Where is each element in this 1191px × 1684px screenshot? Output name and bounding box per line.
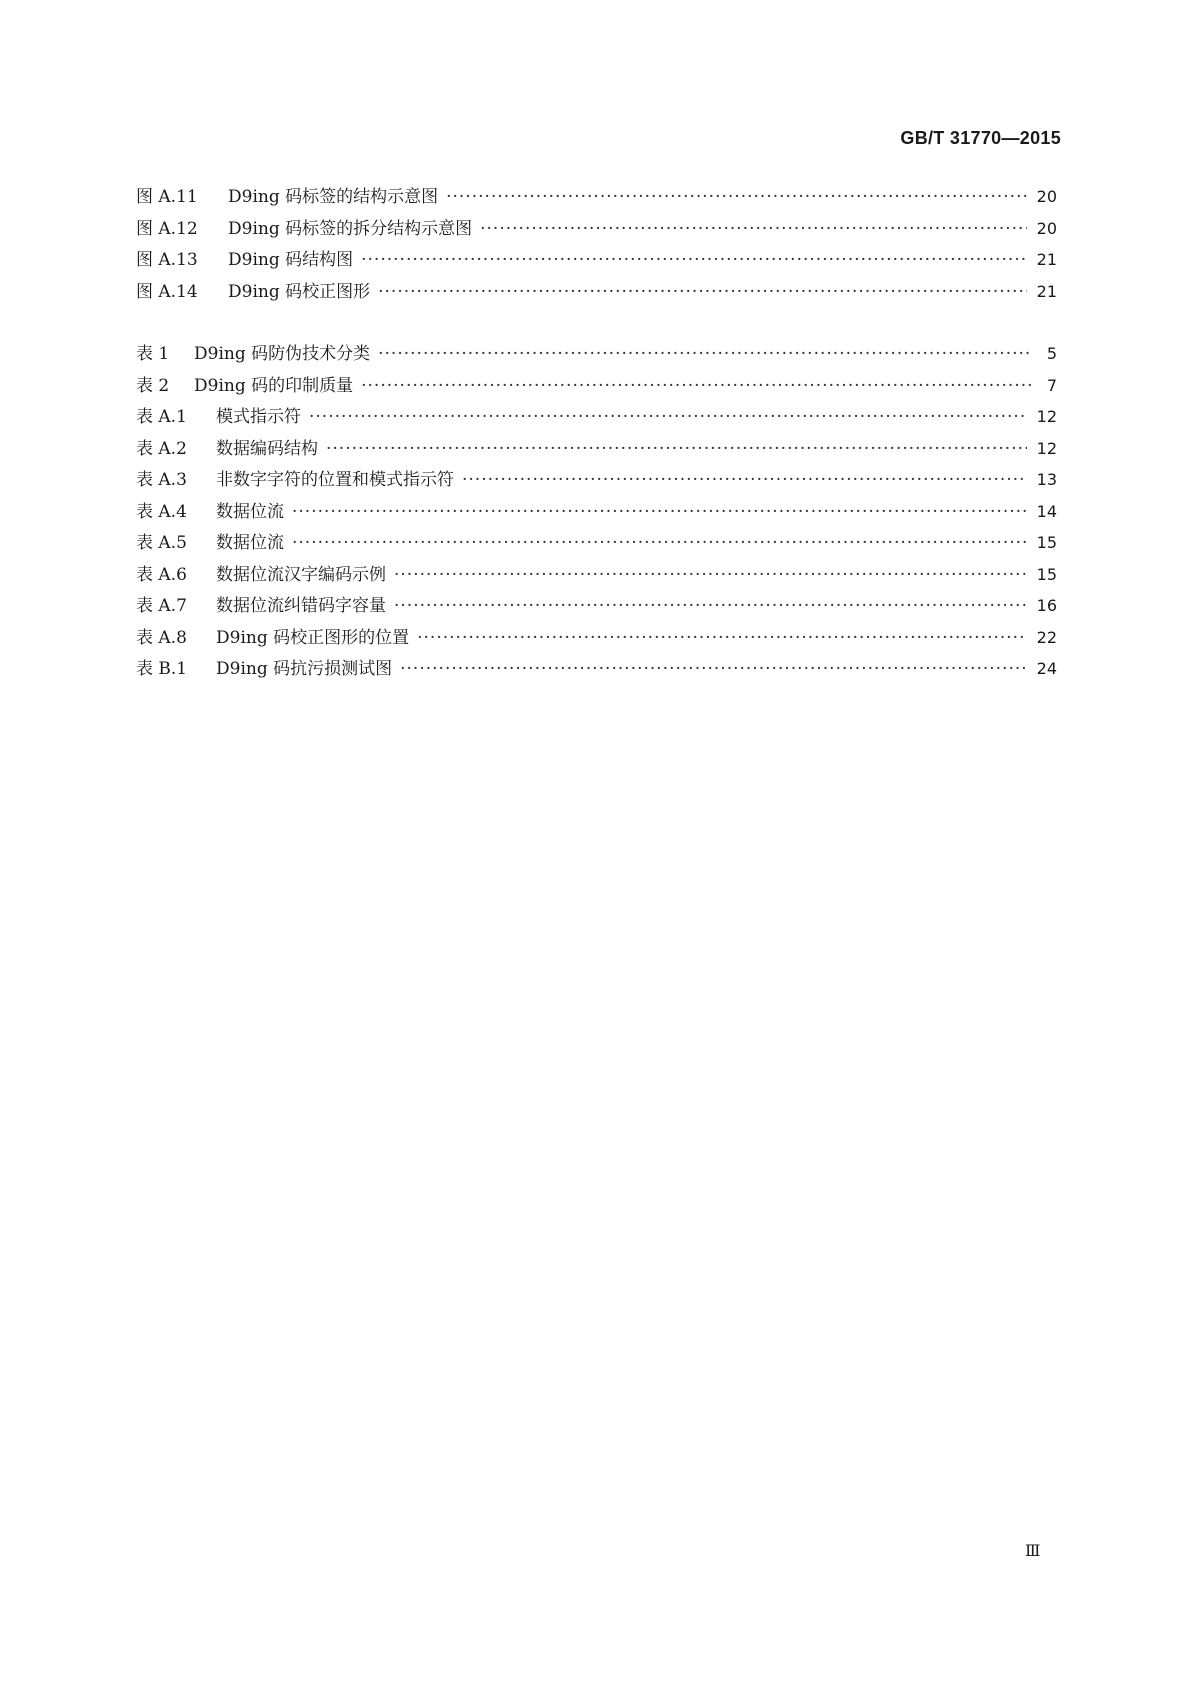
toc-entry-table-a5[interactable]: [136, 528, 1057, 560]
entry-label: [136, 465, 454, 490]
page-numeral: Ⅲ: [1025, 1541, 1041, 1560]
dot-leader: [400, 659, 1027, 679]
toc-entry-table-a2[interactable]: [136, 434, 1057, 466]
entry-label: [136, 339, 370, 364]
dot-leader: [309, 407, 1027, 427]
entry-title: D9ing 码防伪技术分类: [194, 344, 371, 364]
dot-leader: [446, 187, 1027, 207]
entry-title: D9ing 码抗污损测试图: [216, 659, 393, 679]
entry-title: D9ing 码标签的结构示意图: [228, 187, 439, 207]
entry-label: [136, 277, 370, 302]
entry-page: 21: [1036, 250, 1057, 269]
entry-number: 表 A.7: [136, 596, 187, 616]
entry-number: 表 A.3: [136, 470, 187, 490]
entry-label: [136, 654, 392, 679]
entry-title: 非数字字符的位置和模式指示符: [216, 470, 454, 490]
entry-label: [136, 402, 301, 427]
dot-leader: [417, 628, 1027, 648]
entry-label: [136, 182, 438, 207]
standard-code: GB/T 31770—2015: [900, 128, 1061, 148]
dot-leader: [326, 439, 1027, 459]
dot-leader: [480, 219, 1027, 239]
entry-number: 表 A.2: [136, 438, 187, 459]
entry-label: [136, 245, 353, 270]
toc-entry-figure-a11[interactable]: [136, 182, 1057, 214]
entry-label: [136, 371, 353, 396]
entry-number: 图 A.11: [136, 187, 198, 207]
entry-label: [136, 591, 386, 616]
entry-number: 表 A.5: [136, 533, 187, 553]
entry-title: D9ing 码结构图: [228, 250, 354, 270]
entry-page: 21: [1036, 281, 1057, 301]
toc-entry-table-a3[interactable]: [136, 465, 1057, 497]
toc-entry-table-2[interactable]: [136, 371, 1057, 403]
entry-number: 表 B.1: [136, 659, 188, 679]
entry-title: 数据位流纠错码字容量: [216, 596, 386, 616]
dot-leader: [378, 282, 1027, 302]
entry-label: [136, 497, 284, 522]
entry-title: 数据位流: [216, 501, 284, 522]
entry-page: 12: [1036, 407, 1057, 426]
entry-page: 16: [1036, 596, 1057, 615]
entry-number: 图 A.12: [136, 218, 198, 239]
entry-page: 20: [1036, 218, 1057, 238]
entry-page: 14: [1036, 501, 1057, 521]
entry-title: D9ing 码校正图形的位置: [216, 627, 410, 648]
toc-entry-table-a1[interactable]: [136, 402, 1057, 434]
entry-number: 表 A.4: [136, 501, 187, 522]
entry-title: D9ing 码的印制质量: [194, 375, 354, 396]
entry-title: 数据位流: [216, 533, 284, 553]
dot-leader: [361, 376, 1031, 396]
entry-page: 24: [1036, 659, 1057, 678]
toc-entry-figure-a12[interactable]: [136, 214, 1057, 246]
entry-page: 13: [1036, 470, 1057, 489]
entry-number: 图 A.14: [136, 281, 198, 302]
toc-entry-table-a8[interactable]: [136, 623, 1057, 655]
entry-number: 图 A.13: [136, 250, 198, 270]
toc-entry-table-a6[interactable]: [136, 560, 1057, 592]
toc-entry-figure-a14[interactable]: [136, 277, 1057, 309]
entry-label: [136, 434, 318, 459]
entry-page: 22: [1036, 627, 1057, 647]
dot-leader: [292, 533, 1027, 553]
dot-leader: [394, 565, 1027, 585]
entry-title: D9ing 码校正图形: [228, 281, 371, 302]
entry-title: 数据编码结构: [216, 438, 318, 459]
toc-entry-figure-a13[interactable]: [136, 245, 1057, 277]
table-list: [136, 339, 1057, 686]
entry-page: 12: [1036, 438, 1057, 458]
entry-page: 20: [1036, 187, 1057, 206]
entry-page: 15: [1036, 564, 1057, 584]
entry-title: 数据位流汉字编码示例: [216, 564, 386, 585]
dot-leader: [462, 470, 1027, 490]
figure-list: [136, 182, 1057, 308]
entry-page: 15: [1036, 533, 1057, 552]
entry-label: [136, 623, 409, 648]
toc-entry-table-a4[interactable]: [136, 497, 1057, 529]
entry-number: 表 2: [136, 375, 170, 396]
entry-page: 5: [1046, 344, 1057, 363]
entry-number: 表 A.8: [136, 627, 187, 648]
toc-entry-table-a7[interactable]: [136, 591, 1057, 623]
entry-number: 表 1: [136, 344, 170, 364]
dot-leader: [292, 502, 1027, 522]
dot-leader: [394, 596, 1027, 616]
entry-label: [136, 560, 386, 585]
entry-label: [136, 528, 284, 553]
entry-title: 模式指示符: [216, 407, 301, 427]
toc-entry-table-1[interactable]: [136, 339, 1057, 371]
dot-leader: [361, 250, 1027, 270]
entry-page: 7: [1046, 375, 1057, 395]
entry-label: [136, 214, 472, 239]
dot-leader: [378, 344, 1031, 364]
toc-entry-table-b1[interactable]: [136, 654, 1057, 686]
entry-number: 表 A.1: [136, 407, 187, 427]
entry-number: 表 A.6: [136, 564, 187, 585]
entry-title: D9ing 码标签的拆分结构示意图: [228, 218, 473, 239]
